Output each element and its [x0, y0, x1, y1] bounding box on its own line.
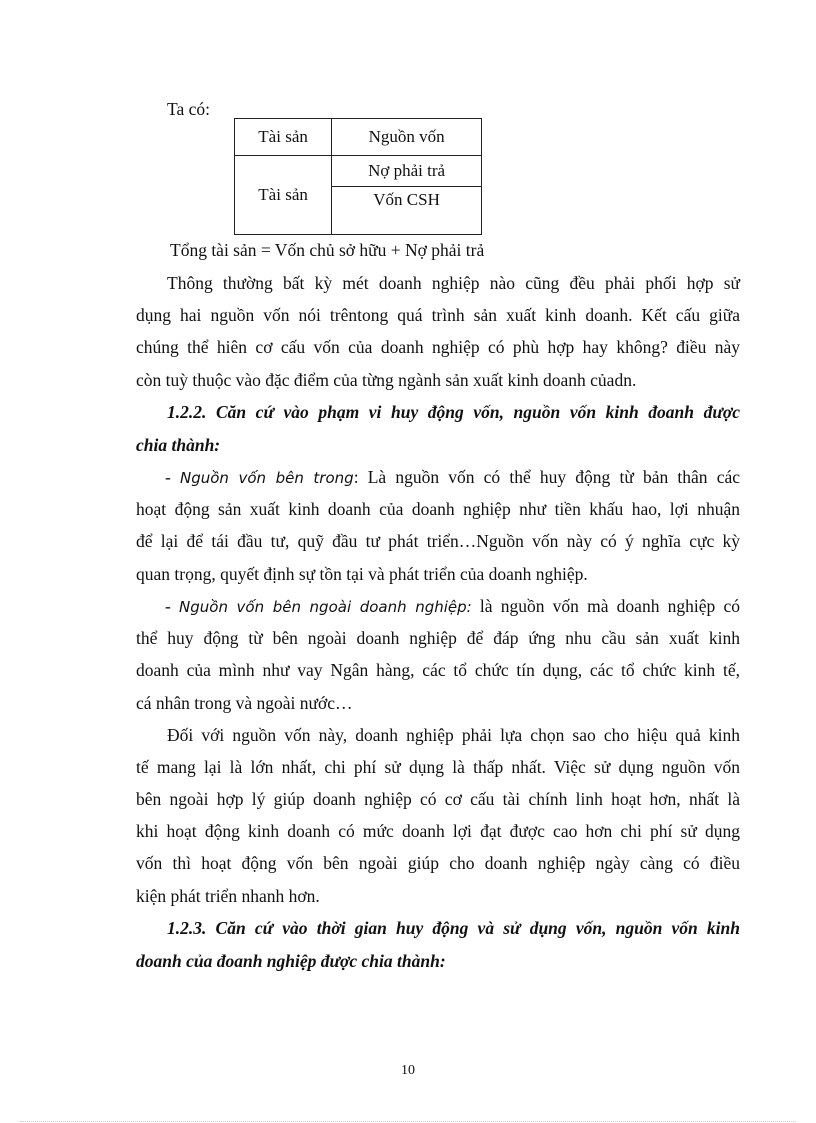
- table-cell-assets: Tài sản: [235, 156, 332, 235]
- paragraph-line: khi hoạt động kinh doanh có mức doanh lợi đạt được cao hơn chi phí sử dụng: [136, 821, 740, 841]
- page-number: 10: [401, 1063, 415, 1078]
- external-capital-rest: là nguồn vốn mà doanh nghiệp có: [471, 596, 740, 616]
- internal-capital-term: Nguồn vốn bên trong: [180, 469, 354, 487]
- paragraph-line: kiện phát triển nhanh hơn.: [136, 886, 320, 906]
- paragraph-line: vốn thì hoạt động vốn bên ngoài giúp cho doanh nghiệp ngày càng có điều: [136, 853, 740, 873]
- external-capital-term: Nguồn vốn bên ngoài doanh nghiệp:: [179, 598, 472, 616]
- section-heading: 1.2.2. Căn cứ vào phạm vi huy động vốn, nguồn vốn kinh đoanh được: [167, 402, 740, 422]
- page-bottom-divider: [20, 1121, 796, 1122]
- table-header-assets: Tài sản: [235, 119, 332, 156]
- paragraph-line: hoạt động sản xuất kinh doanh của doanh nghiệp như tiền khấu hao, lợi nhuận: [136, 499, 740, 519]
- internal-capital-rest: : Là nguồn vốn có thể huy động từ bản thân các: [353, 467, 741, 487]
- section-heading: 1.2.3. Căn cứ vào thời gian huy động và sử dụng vốn, nguồn vốn kinh: [167, 918, 740, 938]
- paragraph-line: doanh của mình như vay Ngân hàng, các tổ chức tín dụng, các tổ chức kinh tế,: [136, 660, 740, 680]
- paragraph-line: Thông thường bất kỳ mét doanh nghiệp nào cũng đều phải phối hợp sử: [167, 273, 740, 293]
- paragraph-line: cá nhân trong và ngoài nước…: [136, 693, 353, 713]
- paragraph-line: tế mang lại là lớn nhất, chi phí sử dụng là thấp nhất. Việc sử dụng nguồn vốn: [136, 757, 740, 777]
- intro-text: Ta có:: [167, 99, 210, 119]
- external-capital-first-line: [165, 595, 740, 618]
- section-heading: chia thành:: [136, 435, 221, 455]
- paragraph-line: quan trọng, quyết định sự tồn tại và phát triển của doanh nghiệp.: [136, 564, 588, 584]
- dash: -: [165, 467, 180, 487]
- section-heading: doanh của đoanh nghiệp được chia thành:: [136, 951, 446, 971]
- paragraph-line: chúng thể hiên cơ cấu vốn của doanh nghiệp có phù hợp hay không? điều này: [136, 337, 740, 357]
- dash: -: [165, 596, 180, 616]
- table-cell-liabilities: Nợ phải trả: [332, 156, 482, 187]
- internal-capital-first-line: [165, 466, 740, 489]
- paragraph-line: thể huy động từ bên ngoài doanh nghiệp để đáp ứng nhu cầu sản xuất kinh: [136, 628, 740, 648]
- paragraph-line: dụng hai nguồn vốn nói trêntong quá trình sản xuất kinh doanh. Kết cấu giữa: [136, 305, 740, 325]
- paragraph-line: bên ngoài hợp lý giúp doanh nghiệp có cơ cấu tài chính linh hoạt hơn, nhất là: [136, 789, 740, 809]
- table-header-capital: Nguồn vốn: [332, 119, 482, 156]
- paragraph-line: Đối với nguồn vốn này, doanh nghiệp phải lựa chọn sao cho hiệu quả kinh: [167, 725, 740, 745]
- table-cell-equity: Vốn CSH: [332, 187, 482, 235]
- paragraph-line: để lại để tái đầu tư, quỹ đầu tư phát triển…Nguồn vốn này có ý nghĩa cực kỳ: [136, 531, 740, 551]
- equation: Tổng tài sản = Vốn chủ sở hữu + Nợ phải trả: [170, 240, 485, 260]
- balance-table: [234, 118, 482, 235]
- paragraph-line: còn tuỳ thuộc vào đặc điểm của từng ngành sản xuất kinh doanh củadn.: [136, 370, 637, 390]
